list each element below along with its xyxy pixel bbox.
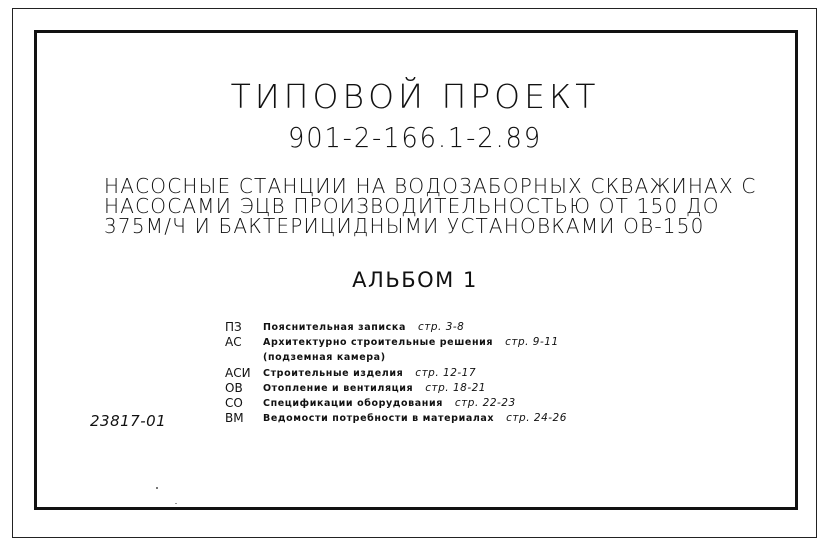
section-title: Ведомости потребности в материалах [263, 413, 495, 425]
section-code: АСИ [225, 365, 251, 380]
scan-speck [156, 487, 158, 489]
project-title: ТИПОВОЙ ПРОЕКТ [230, 77, 600, 116]
section-pages: стр. 9-11 [505, 336, 559, 349]
section-title: Строительные изделия [263, 367, 404, 379]
section-code: ОВ [225, 380, 243, 395]
description-line-1: НАСОСНЫЕ СТАНЦИИ НА ВОДОЗАБОРНЫХ СКВАЖИНАХ С [104, 174, 757, 198]
project-number: 901-2-166.1-2.89 [287, 121, 542, 154]
document-number: 23817-01 [90, 412, 167, 430]
section-title: Спецификации оборудования [263, 398, 443, 410]
section-pages: стр. 22-23 [454, 397, 516, 410]
section-code: ВМ [225, 411, 244, 426]
scan-speck [175, 503, 177, 504]
section-code [225, 350, 263, 365]
contents-row [225, 335, 655, 350]
contents-row [225, 411, 655, 426]
contents-row [225, 366, 655, 381]
section-title: Архитектурно строительные решения [263, 337, 494, 349]
section-code: АС [225, 335, 242, 350]
section-code: ПЗ [225, 320, 242, 334]
contents-list [225, 320, 655, 426]
contents-row [225, 350, 655, 365]
section-title: Пояснительная записка [263, 322, 406, 333]
section-pages: стр. 18-21 [425, 381, 486, 394]
section-pages: стр. 3-8 [417, 321, 465, 333]
album-label: АЛЬБОМ 1 [352, 268, 478, 292]
contents-row [225, 381, 655, 396]
description-line-2: НАСОСАМИ ЭЦВ ПРОИЗВОДИТЕЛЬНОСТЬЮ ОТ 150 ДО [104, 194, 720, 218]
contents-row [225, 320, 655, 335]
description-line-3: 375М/Ч И БАКТЕРИЦИДНЫМИ УСТАНОВКАМИ ОВ-150 [104, 214, 705, 238]
contents-row [225, 396, 655, 411]
section-title: (подземная камера) [263, 352, 386, 364]
section-pages: стр. 12-17 [415, 366, 477, 379]
section-code: СО [225, 396, 243, 411]
section-title: Отопление и вентиляция [263, 382, 414, 394]
section-pages: стр. 24-26 [506, 412, 567, 425]
